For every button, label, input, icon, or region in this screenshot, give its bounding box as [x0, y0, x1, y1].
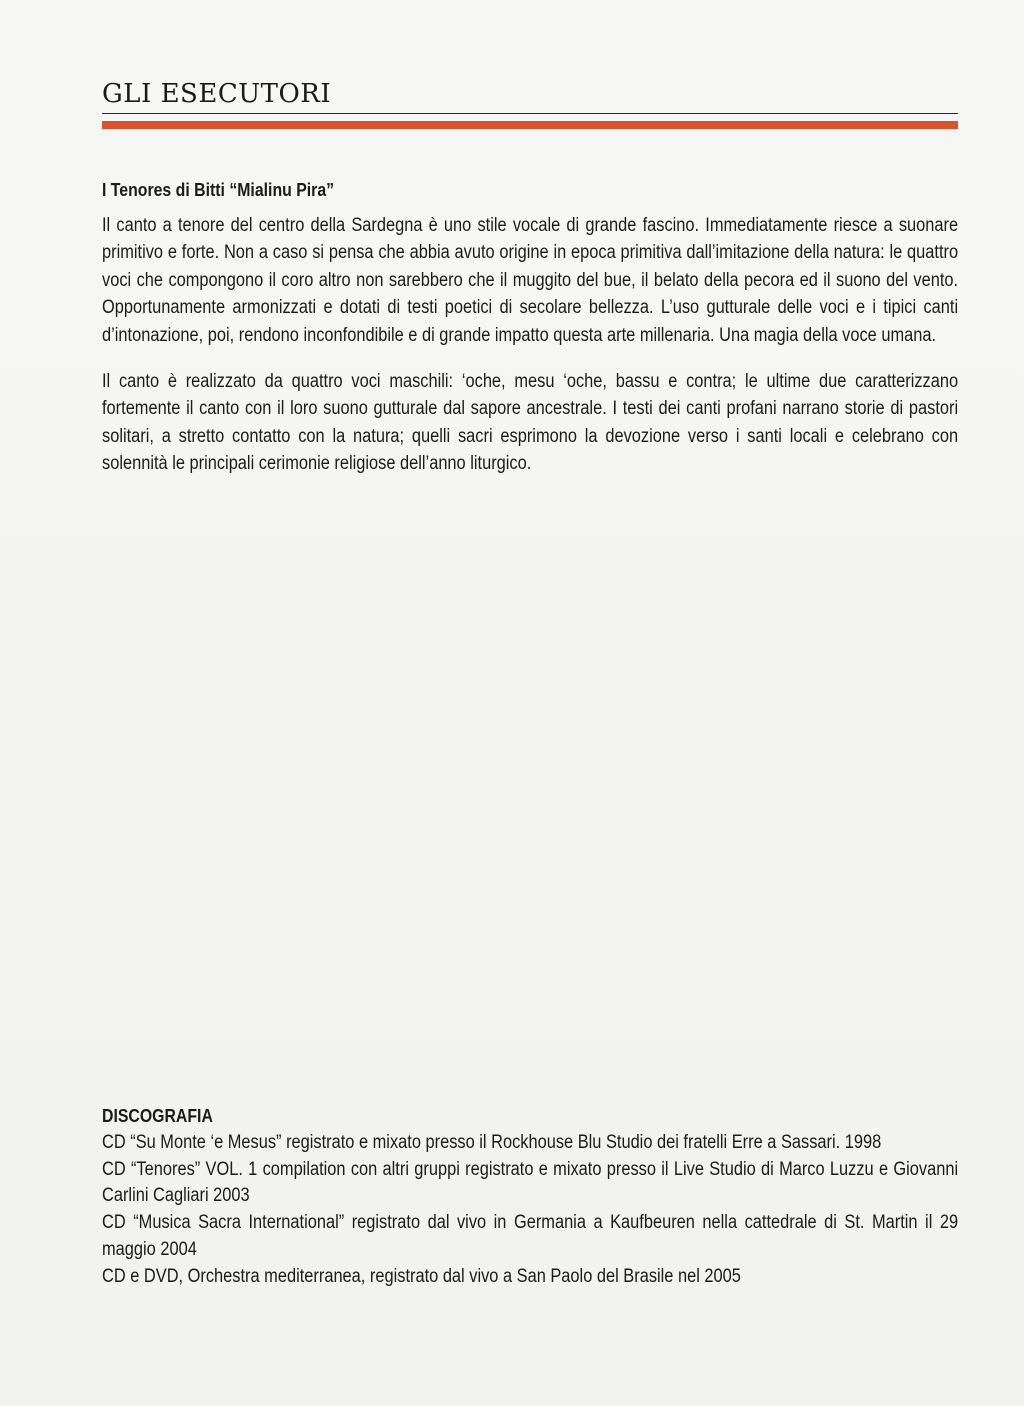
discography-item: CD “Su Monte ‘e Mesus” registrato e mixato presso il Rockhouse Blu Studio dei fratelli Erre a Sassari. 1998: [102, 1132, 882, 1153]
paragraph-intro: Il canto a tenore del centro della Sardegna è uno stile vocale di grande fascino. Immediatamente riesce a suonare primitivo e forte. Non a caso si pensa che abbia avuto origine in epoca primitiva dall’imitazione della natura: le quattro voci che compongono il coro altro non sarebbero che il muggito del bue, il belato della pecora ed il suono del vento. Opportunamente armonizzati e dotati di testi poetici di secolare bellezza. L’uso gutturale delle voci e i tipici canti d’intonazione, poi, rendono inconfondibile e di grande impatto questa arte millenaria. Una magia della voce umana.: [102, 215, 959, 346]
group-section: [102, 176, 958, 497]
discography-item: CD e DVD, Orchestra mediterranea, registrato dal vivo a San Paolo del Brasile nel 2005: [102, 1265, 741, 1287]
paragraph-voices: Il canto è realizzato da quattro voci maschili: ‘oche, mesu ‘oche, bassu e contra; le ultime due caratterizzano fortemente il canto con il loro suono gutturale dal sapore ancestrale. I testi dei canti profani narrano storie di pastori solitari, a stretto contatto con la natura; quelli sacri esprimono la devozione verso i santi locali e celebrano con solennità le principali cerimonie religiose dell’anno liturgico.: [102, 371, 959, 475]
discography-item: CD “Tenores” VOL. 1 compilation con altri gruppi registrato e mixato presso il Live Studio di Marco Luzzu e Giovanni Carlini Cagliari 2003: [102, 1158, 959, 1207]
group-title: I Tenores di Bitti “Mialinu Pira”: [102, 180, 335, 200]
section-title: GLI ESECUTORI: [102, 78, 958, 114]
discography-list: [102, 1130, 958, 1290]
accent-bar: [102, 121, 958, 129]
discography-title: DISCOGRAFIA: [102, 1106, 213, 1126]
discography-section: [102, 1102, 958, 1290]
discography-item: CD “Musica Sacra International” registrato dal vivo in Germania a Kaufbeuren nella cattedrale di St. Martin il 29 maggio 2004: [102, 1212, 959, 1260]
section-header: [102, 78, 958, 129]
